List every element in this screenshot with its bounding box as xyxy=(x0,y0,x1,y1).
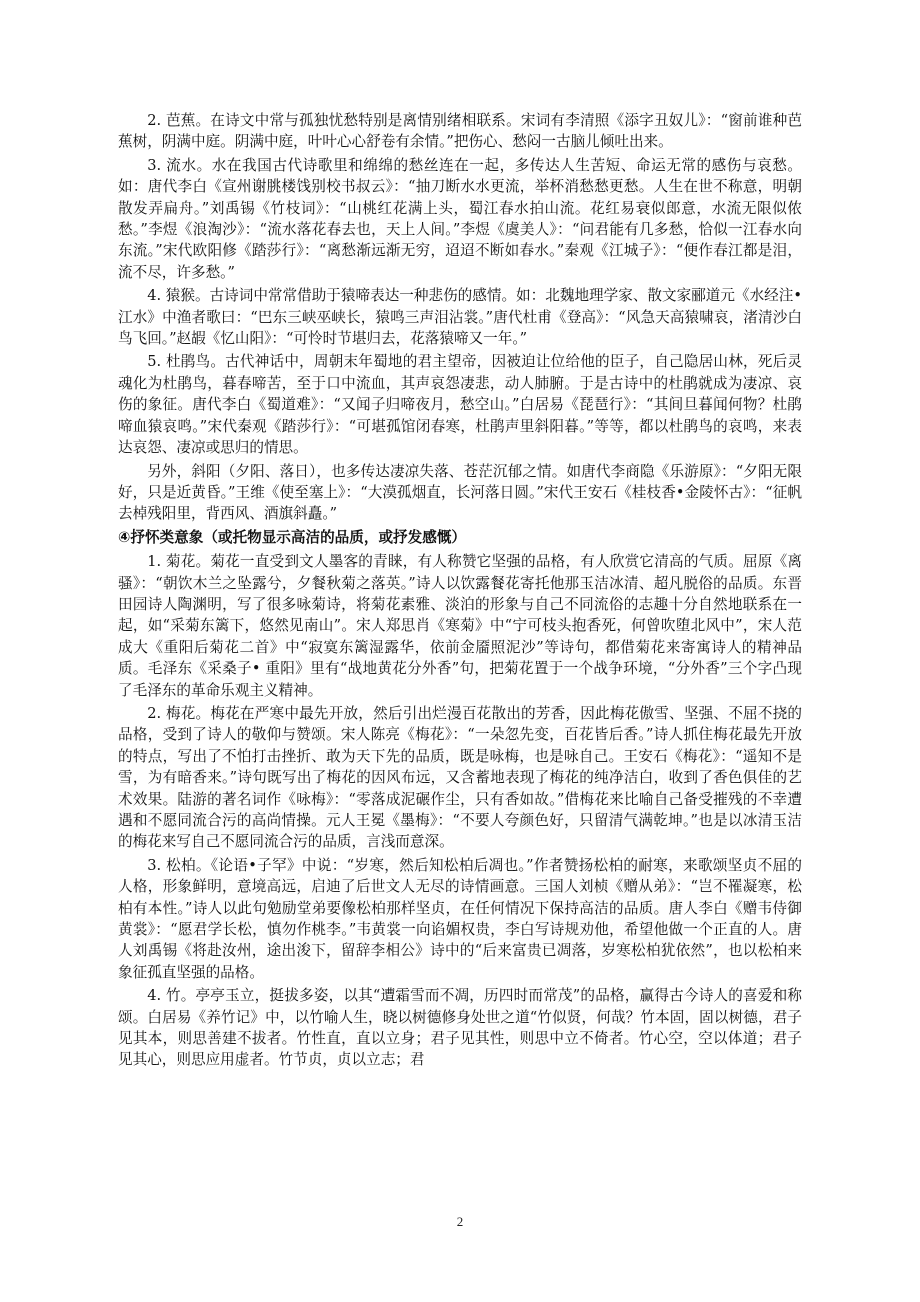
paragraph-pine-cypress: 3. 松柏。《论语•子罕》中说：“岁寒，然后知松柏后凋也。”作者赞扬松柏的耐寒，来歌颂坚贞不屈的人格，形象鲜明，意境高远，启迪了后世文人无尽的诗情画意。三国人刘桢《赠从弟》：“岂不罹凝寒，松柏有本性。”诗人以此句勉励堂弟要像松柏那样坚贞，在任何情况下保持高洁的品质。唐人李白《赠韦侍御黄裳》：“愿君学长松，慎勿作桃李。”韦黄裳一向谄媚权贵，李白写诗规劝他，希望他做一个正直的人。唐人刘禹锡《将赴汝州，途出浚下，留辞李相公》诗中的“后来富贵已凋落，岁寒松柏犹依然”，也以松柏来象征孤直坚强的品格。 xyxy=(118,856,802,981)
document-body xyxy=(118,110,802,1071)
paragraph-chrysanthemum: 1. 菊花。菊花一直受到文人墨客的青睐，有人称赞它坚强的品格，有人欣赏它清高的气质。屈原《离骚》：“朝饮木兰之坠露兮，夕餐秋菊之落英。”诗人以饮露餐花寄托他那玉洁冰清、超凡脱俗的品质。东晋田园诗人陶渊明，写了很多咏菊诗，将菊花素雅、淡泊的形象与自己不同流俗的志趣十分自然地联系在一起，如“采菊东篱下，悠然见南山”。宋人郑思肖《寒菊》中“宁可枝头抱香死，何曾吹堕北风中”，宋人范成大《重阳后菊花二首》中“寂寞东篱湿露华，依前金靥照泥沙”等诗句，都借菊花来寄寓诗人的精神品质。毛泽东《采桑子• 重阳》里有“战地黄花分外香”句，把菊花置于一个战争环境，“分外香”三个字凸现了毛泽东的革命乐观主义精神。 xyxy=(118,553,802,699)
paragraph-cuckoo: 5. 杜鹃鸟。古代神话中，周朝末年蜀地的君主望帝，因被迫让位给他的臣子，自己隐居山林，死后灵魂化为杜鹃鸟，暮春啼苦，至于口中流血，其声哀怨凄悲，动人肺腑。于是古诗中的杜鹃就成为凄凉、哀伤的象征。唐代李白《蜀道难》：“又闻子归啼夜月，愁空山。”白居易《琵琶行》：“其间旦暮闻何物？杜鹃啼血猿哀鸣。”宋代秦观《踏莎行》：“可堪孤馆闭春寒，杜鹃声里斜阳暮。”等等，都以杜鹃鸟的哀鸣，来表达哀怨、凄凉或思归的情思。 xyxy=(118,353,802,457)
paragraph-flowing-water: 3. 流水。水在我国古代诗歌里和绵绵的愁丝连在一起，多传达人生苦短、命运无常的感伤与哀愁。如：唐代李白《宣州谢朓楼饯别校书叔云》：“抽刀断水水更流，举杯消愁愁更愁。人生在世不称意，明朝散发弄扁舟。”刘禹锡《竹枝词》：“山桃红花满上头，蜀江春水拍山流。花红易衰似郎意，水流无限似侬愁。”李煜《浪淘沙》：“流水落花春去也，天上人间。”李煜《虞美人》：“问君能有几多愁，恰似一江春水向东流。”宋代欧阳修《踏莎行》：“离愁渐远渐无穷，迢迢不断如春水。”秦观《江城子》：“便作春江都是泪，流不尽，许多愁。” xyxy=(118,156,802,281)
paragraph-plantain: 2. 芭蕉。在诗文中常与孤独忧愁特别是离情别绪相联系。宋词有李清照《添字丑奴儿》：“窗前谁种芭蕉树，阴满中庭。阴满中庭，叶叶心心舒卷有余情。”把伤心、愁闷一古脑儿倾吐出来。 xyxy=(118,112,802,151)
paragraph-plum-blossom: 2. 梅花。梅花在严寒中最先开放，然后引出烂漫百花散出的芳香，因此梅花傲雪、坚强、不屈不挠的品格，受到了诗人的敬仰与赞颂。宋人陈亮《梅花》：“一朵忽先变，百花皆后香。”诗人抓住梅花最先开放的特点，写出了不怕打击挫折、敢为天下先的品质，既是咏梅，也是咏自己。王安石《梅花》：“遥知不是雪，为有暗香来。”诗句既写出了梅花的因风布远，又含蓄地表现了梅花的纯净洁白，收到了香色俱佳的艺术效果。陆游的著名词作《咏梅》：“零落成泥碾作尘，只有香如故。”借梅花来比喻自己备受摧残的不幸遭遇和不愿同流合污的高尚情操。元人王冕《墨梅》：“不要人夸颜色好，只留清气满乾坤。”也是以冰清玉洁的梅花来写自己不愿同流合污的品质，言浅而意深。 xyxy=(118,704,802,851)
section-heading: ④抒怀类意象（或托物显示高洁的品质，或抒发感慨） xyxy=(118,528,467,546)
paragraph-setting-sun: 另外，斜阳（夕阳、落日），也多传达凄凉失落、苍茫沉郁之情。如唐代李商隐《乐游原》：“夕阳无限好，只是近黄昏。”王维《使至塞上》：“大漠孤烟直，长河落日圆。”宋代王安石《桂枝香•金陵怀古》：“征帆去棹残阳里，背西风、酒旗斜矗。” xyxy=(118,462,802,523)
page-number: 2 xyxy=(456,1214,464,1229)
paragraph-ape: 4. 猿猴。古诗词中常常借助于猿啼表达一种悲伤的感情。如：北魏地理学家、散文家郦道元《水经注•江水》中渔者歌曰：“巴东三峡巫峡长，猿鸣三声泪沾裳。”唐代杜甫《登高》：“风急天高猿啸哀，渚清沙白鸟飞回。”赵嘏《忆山阳》：“可怜时节堪归去，花落猿啼又一年。” xyxy=(118,287,802,348)
paragraph-bamboo: 4. 竹。亭亭玉立，挺拔多姿，以其“遭霜雪而不凋，历四时而常茂”的品格，赢得古今诗人的喜爱和称颂。白居易《养竹记》中，以竹喻人生，晓以树德修身处世之道“竹似贤，何哉？竹本固，固以树德，君子见其本，则思善建不拔者。竹性直，直以立身；君子见其性，则思中立不倚者。竹心空，空以体道；君子见其心，则思应用虚者。竹节贞，贞以立志；君 xyxy=(118,987,802,1069)
